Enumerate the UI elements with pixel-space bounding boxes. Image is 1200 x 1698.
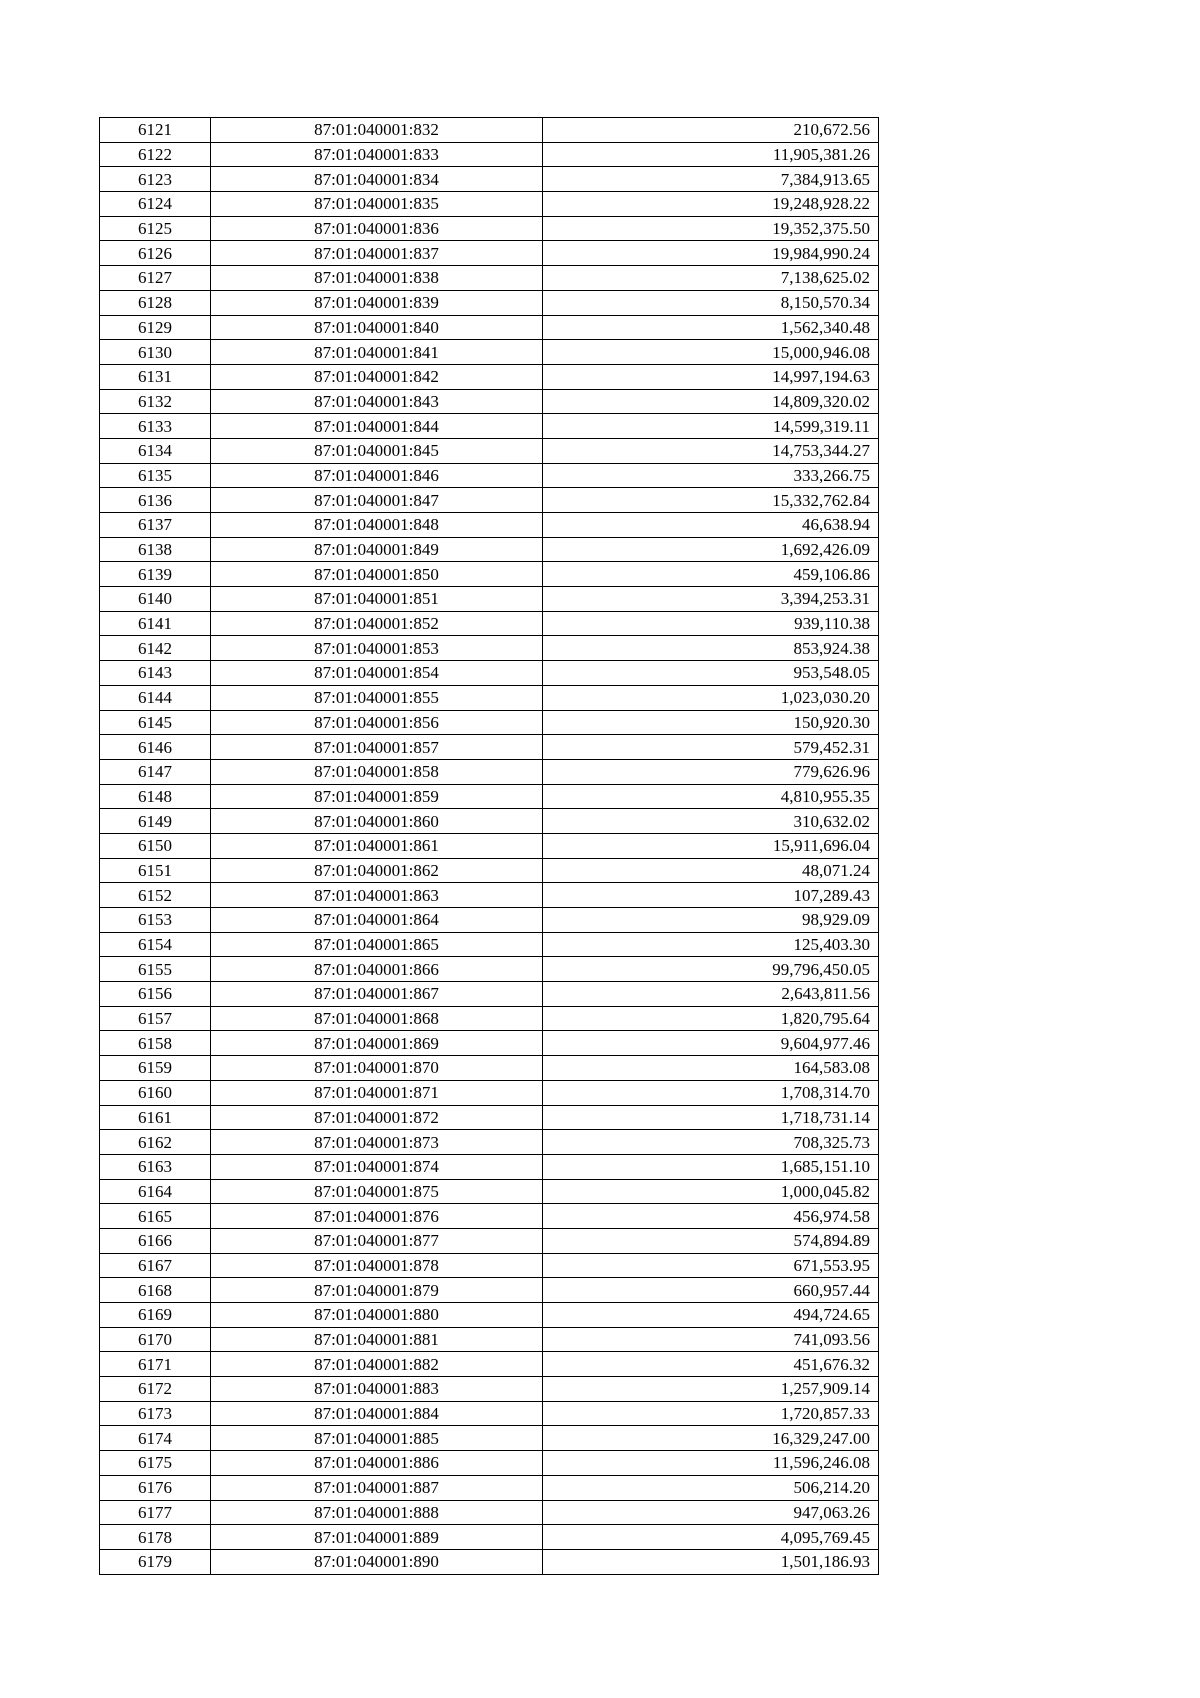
cadastral-number-cell: 87:01:040001:847 — [211, 488, 543, 513]
row-number-cell: 6134 — [100, 438, 211, 463]
row-number-cell: 6167 — [100, 1253, 211, 1278]
row-number-cell: 6146 — [100, 735, 211, 760]
cadastral-number-cell: 87:01:040001:865 — [211, 932, 543, 957]
value-cell: 210,672.56 — [543, 118, 879, 143]
cadastral-number-cell: 87:01:040001:853 — [211, 636, 543, 661]
row-number-cell: 6133 — [100, 414, 211, 439]
table-row — [100, 1352, 879, 1377]
cadastral-number-cell: 87:01:040001:834 — [211, 167, 543, 192]
cadastral-number-cell: 87:01:040001:858 — [211, 759, 543, 784]
table-row — [100, 1303, 879, 1328]
cadastral-number-cell: 87:01:040001:844 — [211, 414, 543, 439]
value-cell: 1,257,909.14 — [543, 1377, 879, 1402]
cadastral-number-cell: 87:01:040001:840 — [211, 315, 543, 340]
value-cell: 15,911,696.04 — [543, 833, 879, 858]
table-row — [100, 1451, 879, 1476]
table-row — [100, 784, 879, 809]
row-number-cell: 6121 — [100, 118, 211, 143]
row-number-cell: 6154 — [100, 932, 211, 957]
row-number-cell: 6145 — [100, 710, 211, 735]
cadastral-number-cell: 87:01:040001:880 — [211, 1303, 543, 1328]
table-row — [100, 932, 879, 957]
row-number-cell: 6131 — [100, 364, 211, 389]
value-cell: 741,093.56 — [543, 1327, 879, 1352]
value-cell: 494,724.65 — [543, 1303, 879, 1328]
cadastral-number-cell: 87:01:040001:884 — [211, 1401, 543, 1426]
value-cell: 14,753,344.27 — [543, 438, 879, 463]
row-number-cell: 6132 — [100, 389, 211, 414]
value-cell: 1,501,186.93 — [543, 1549, 879, 1574]
row-number-cell: 6122 — [100, 142, 211, 167]
row-number-cell: 6126 — [100, 241, 211, 266]
table-row — [100, 1278, 879, 1303]
row-number-cell: 6136 — [100, 488, 211, 513]
cadastral-number-cell: 87:01:040001:850 — [211, 562, 543, 587]
value-cell: 574,894.89 — [543, 1228, 879, 1253]
cadastral-number-cell: 87:01:040001:889 — [211, 1525, 543, 1550]
table-row — [100, 118, 879, 143]
cadastral-number-cell: 87:01:040001:833 — [211, 142, 543, 167]
cadastral-number-cell: 87:01:040001:887 — [211, 1475, 543, 1500]
table-row — [100, 1475, 879, 1500]
table-row — [100, 611, 879, 636]
value-cell: 14,599,319.11 — [543, 414, 879, 439]
row-number-cell: 6153 — [100, 908, 211, 933]
value-cell: 1,708,314.70 — [543, 1080, 879, 1105]
table-row — [100, 142, 879, 167]
cadastral-number-cell: 87:01:040001:877 — [211, 1228, 543, 1253]
cadastral-number-cell: 87:01:040001:849 — [211, 537, 543, 562]
table-row — [100, 1401, 879, 1426]
row-number-cell: 6151 — [100, 858, 211, 883]
cadastral-number-cell: 87:01:040001:873 — [211, 1130, 543, 1155]
value-cell: 451,676.32 — [543, 1352, 879, 1377]
value-cell: 9,604,977.46 — [543, 1031, 879, 1056]
row-number-cell: 6159 — [100, 1056, 211, 1081]
table-row — [100, 167, 879, 192]
cadastral-number-cell: 87:01:040001:857 — [211, 735, 543, 760]
value-cell: 4,095,769.45 — [543, 1525, 879, 1550]
table-row — [100, 1377, 879, 1402]
cadastral-number-cell: 87:01:040001:859 — [211, 784, 543, 809]
table-row — [100, 833, 879, 858]
table-row — [100, 982, 879, 1007]
row-number-cell: 6129 — [100, 315, 211, 340]
cadastral-number-cell: 87:01:040001:886 — [211, 1451, 543, 1476]
value-cell: 11,596,246.08 — [543, 1451, 879, 1476]
table-row — [100, 414, 879, 439]
cadastral-number-cell: 87:01:040001:863 — [211, 883, 543, 908]
table-row — [100, 957, 879, 982]
cadastral-number-cell: 87:01:040001:876 — [211, 1204, 543, 1229]
cadastral-number-cell: 87:01:040001:864 — [211, 908, 543, 933]
cadastral-number-cell: 87:01:040001:879 — [211, 1278, 543, 1303]
table-row — [100, 587, 879, 612]
table-row — [100, 1327, 879, 1352]
row-number-cell: 6173 — [100, 1401, 211, 1426]
row-number-cell: 6148 — [100, 784, 211, 809]
cadastral-number-cell: 87:01:040001:874 — [211, 1154, 543, 1179]
row-number-cell: 6166 — [100, 1228, 211, 1253]
table-row — [100, 562, 879, 587]
cadastral-number-cell: 87:01:040001:856 — [211, 710, 543, 735]
row-number-cell: 6176 — [100, 1475, 211, 1500]
table-row — [100, 463, 879, 488]
value-cell: 1,000,045.82 — [543, 1179, 879, 1204]
value-cell: 1,718,731.14 — [543, 1105, 879, 1130]
table-row — [100, 1056, 879, 1081]
cadastral-number-cell: 87:01:040001:882 — [211, 1352, 543, 1377]
value-cell: 48,071.24 — [543, 858, 879, 883]
table-row — [100, 266, 879, 291]
row-number-cell: 6139 — [100, 562, 211, 587]
cadastral-value-table — [99, 117, 879, 1575]
cadastral-number-cell: 87:01:040001:862 — [211, 858, 543, 883]
value-cell: 947,063.26 — [543, 1500, 879, 1525]
table-row — [100, 513, 879, 538]
cadastral-number-cell: 87:01:040001:871 — [211, 1080, 543, 1105]
table-row — [100, 1228, 879, 1253]
cadastral-number-cell: 87:01:040001:838 — [211, 266, 543, 291]
table-row — [100, 389, 879, 414]
row-number-cell: 6157 — [100, 1006, 211, 1031]
value-cell: 939,110.38 — [543, 611, 879, 636]
row-number-cell: 6138 — [100, 537, 211, 562]
row-number-cell: 6163 — [100, 1154, 211, 1179]
value-cell: 1,692,426.09 — [543, 537, 879, 562]
value-cell: 1,562,340.48 — [543, 315, 879, 340]
cadastral-number-cell: 87:01:040001:890 — [211, 1549, 543, 1574]
table-row — [100, 537, 879, 562]
value-cell: 15,332,762.84 — [543, 488, 879, 513]
cadastral-number-cell: 87:01:040001:855 — [211, 685, 543, 710]
value-cell: 456,974.58 — [543, 1204, 879, 1229]
cadastral-number-cell: 87:01:040001:843 — [211, 389, 543, 414]
value-cell: 779,626.96 — [543, 759, 879, 784]
row-number-cell: 6152 — [100, 883, 211, 908]
row-number-cell: 6164 — [100, 1179, 211, 1204]
cadastral-number-cell: 87:01:040001:867 — [211, 982, 543, 1007]
value-cell: 150,920.30 — [543, 710, 879, 735]
cadastral-number-cell: 87:01:040001:870 — [211, 1056, 543, 1081]
cadastral-number-cell: 87:01:040001:839 — [211, 290, 543, 315]
row-number-cell: 6149 — [100, 809, 211, 834]
value-cell: 98,929.09 — [543, 908, 879, 933]
row-number-cell: 6158 — [100, 1031, 211, 1056]
table-row — [100, 883, 879, 908]
table-row — [100, 809, 879, 834]
value-cell: 16,329,247.00 — [543, 1426, 879, 1451]
table-row — [100, 636, 879, 661]
value-cell: 660,957.44 — [543, 1278, 879, 1303]
table-row — [100, 315, 879, 340]
row-number-cell: 6141 — [100, 611, 211, 636]
value-cell: 19,352,375.50 — [543, 216, 879, 241]
value-cell: 14,997,194.63 — [543, 364, 879, 389]
row-number-cell: 6125 — [100, 216, 211, 241]
value-cell: 107,289.43 — [543, 883, 879, 908]
table-row — [100, 1204, 879, 1229]
value-cell: 3,394,253.31 — [543, 587, 879, 612]
table-row — [100, 735, 879, 760]
row-number-cell: 6170 — [100, 1327, 211, 1352]
row-number-cell: 6137 — [100, 513, 211, 538]
cadastral-number-cell: 87:01:040001:875 — [211, 1179, 543, 1204]
cadastral-number-cell: 87:01:040001:885 — [211, 1426, 543, 1451]
value-cell: 1,685,151.10 — [543, 1154, 879, 1179]
value-cell: 14,809,320.02 — [543, 389, 879, 414]
row-number-cell: 6177 — [100, 1500, 211, 1525]
value-cell: 164,583.08 — [543, 1056, 879, 1081]
value-cell: 19,248,928.22 — [543, 192, 879, 217]
cadastral-number-cell: 87:01:040001:851 — [211, 587, 543, 612]
value-cell: 953,548.05 — [543, 661, 879, 686]
table-row — [100, 1525, 879, 1550]
cadastral-number-cell: 87:01:040001:842 — [211, 364, 543, 389]
cadastral-number-cell: 87:01:040001:869 — [211, 1031, 543, 1056]
table-row — [100, 1426, 879, 1451]
value-cell: 506,214.20 — [543, 1475, 879, 1500]
row-number-cell: 6172 — [100, 1377, 211, 1402]
value-cell: 11,905,381.26 — [543, 142, 879, 167]
value-cell: 579,452.31 — [543, 735, 879, 760]
table-row — [100, 340, 879, 365]
value-cell: 310,632.02 — [543, 809, 879, 834]
row-number-cell: 6144 — [100, 685, 211, 710]
table-row — [100, 488, 879, 513]
row-number-cell: 6130 — [100, 340, 211, 365]
cadastral-number-cell: 87:01:040001:848 — [211, 513, 543, 538]
cadastral-number-cell: 87:01:040001:878 — [211, 1253, 543, 1278]
table-row — [100, 216, 879, 241]
value-cell: 671,553.95 — [543, 1253, 879, 1278]
cadastral-number-cell: 87:01:040001:852 — [211, 611, 543, 636]
value-cell: 125,403.30 — [543, 932, 879, 957]
table-row — [100, 759, 879, 784]
cadastral-number-cell: 87:01:040001:868 — [211, 1006, 543, 1031]
value-cell: 2,643,811.56 — [543, 982, 879, 1007]
row-number-cell: 6142 — [100, 636, 211, 661]
table-row — [100, 908, 879, 933]
cadastral-number-cell: 87:01:040001:837 — [211, 241, 543, 266]
table-row — [100, 710, 879, 735]
cadastral-number-cell: 87:01:040001:860 — [211, 809, 543, 834]
value-cell: 15,000,946.08 — [543, 340, 879, 365]
table-row — [100, 241, 879, 266]
table-row — [100, 1031, 879, 1056]
table-row — [100, 1006, 879, 1031]
row-number-cell: 6124 — [100, 192, 211, 217]
table-row — [100, 1549, 879, 1574]
row-number-cell: 6178 — [100, 1525, 211, 1550]
table-row — [100, 438, 879, 463]
row-number-cell: 6179 — [100, 1549, 211, 1574]
value-cell: 8,150,570.34 — [543, 290, 879, 315]
cadastral-number-cell: 87:01:040001:845 — [211, 438, 543, 463]
cadastral-number-cell: 87:01:040001:866 — [211, 957, 543, 982]
row-number-cell: 6123 — [100, 167, 211, 192]
table-body — [100, 118, 879, 1575]
table-row — [100, 685, 879, 710]
cadastral-number-cell: 87:01:040001:883 — [211, 1377, 543, 1402]
cadastral-number-cell: 87:01:040001:854 — [211, 661, 543, 686]
table-row — [100, 290, 879, 315]
value-cell: 1,023,030.20 — [543, 685, 879, 710]
row-number-cell: 6174 — [100, 1426, 211, 1451]
cadastral-number-cell: 87:01:040001:841 — [211, 340, 543, 365]
table-row — [100, 1154, 879, 1179]
table-row — [100, 1253, 879, 1278]
row-number-cell: 6147 — [100, 759, 211, 784]
value-cell: 333,266.75 — [543, 463, 879, 488]
row-number-cell: 6128 — [100, 290, 211, 315]
cadastral-number-cell: 87:01:040001:846 — [211, 463, 543, 488]
cadastral-number-cell: 87:01:040001:835 — [211, 192, 543, 217]
cadastral-number-cell: 87:01:040001:872 — [211, 1105, 543, 1130]
row-number-cell: 6143 — [100, 661, 211, 686]
row-number-cell: 6175 — [100, 1451, 211, 1476]
value-cell: 1,820,795.64 — [543, 1006, 879, 1031]
table-row — [100, 1130, 879, 1155]
value-cell: 7,384,913.65 — [543, 167, 879, 192]
table-row — [100, 1500, 879, 1525]
value-cell: 46,638.94 — [543, 513, 879, 538]
row-number-cell: 6161 — [100, 1105, 211, 1130]
cadastral-number-cell: 87:01:040001:888 — [211, 1500, 543, 1525]
value-cell: 853,924.38 — [543, 636, 879, 661]
table-row — [100, 1080, 879, 1105]
table-row — [100, 858, 879, 883]
row-number-cell: 6127 — [100, 266, 211, 291]
row-number-cell: 6155 — [100, 957, 211, 982]
table-row — [100, 1179, 879, 1204]
cadastral-number-cell: 87:01:040001:832 — [211, 118, 543, 143]
row-number-cell: 6150 — [100, 833, 211, 858]
row-number-cell: 6140 — [100, 587, 211, 612]
row-number-cell: 6171 — [100, 1352, 211, 1377]
table-row — [100, 364, 879, 389]
value-cell: 708,325.73 — [543, 1130, 879, 1155]
row-number-cell: 6135 — [100, 463, 211, 488]
row-number-cell: 6168 — [100, 1278, 211, 1303]
table-row — [100, 192, 879, 217]
value-cell: 7,138,625.02 — [543, 266, 879, 291]
row-number-cell: 6169 — [100, 1303, 211, 1328]
table-row — [100, 1105, 879, 1130]
cadastral-number-cell: 87:01:040001:881 — [211, 1327, 543, 1352]
row-number-cell: 6162 — [100, 1130, 211, 1155]
row-number-cell: 6165 — [100, 1204, 211, 1229]
value-cell: 19,984,990.24 — [543, 241, 879, 266]
value-cell: 459,106.86 — [543, 562, 879, 587]
value-cell: 4,810,955.35 — [543, 784, 879, 809]
table-row — [100, 661, 879, 686]
value-cell: 99,796,450.05 — [543, 957, 879, 982]
value-cell: 1,720,857.33 — [543, 1401, 879, 1426]
cadastral-number-cell: 87:01:040001:836 — [211, 216, 543, 241]
row-number-cell: 6160 — [100, 1080, 211, 1105]
row-number-cell: 6156 — [100, 982, 211, 1007]
cadastral-number-cell: 87:01:040001:861 — [211, 833, 543, 858]
